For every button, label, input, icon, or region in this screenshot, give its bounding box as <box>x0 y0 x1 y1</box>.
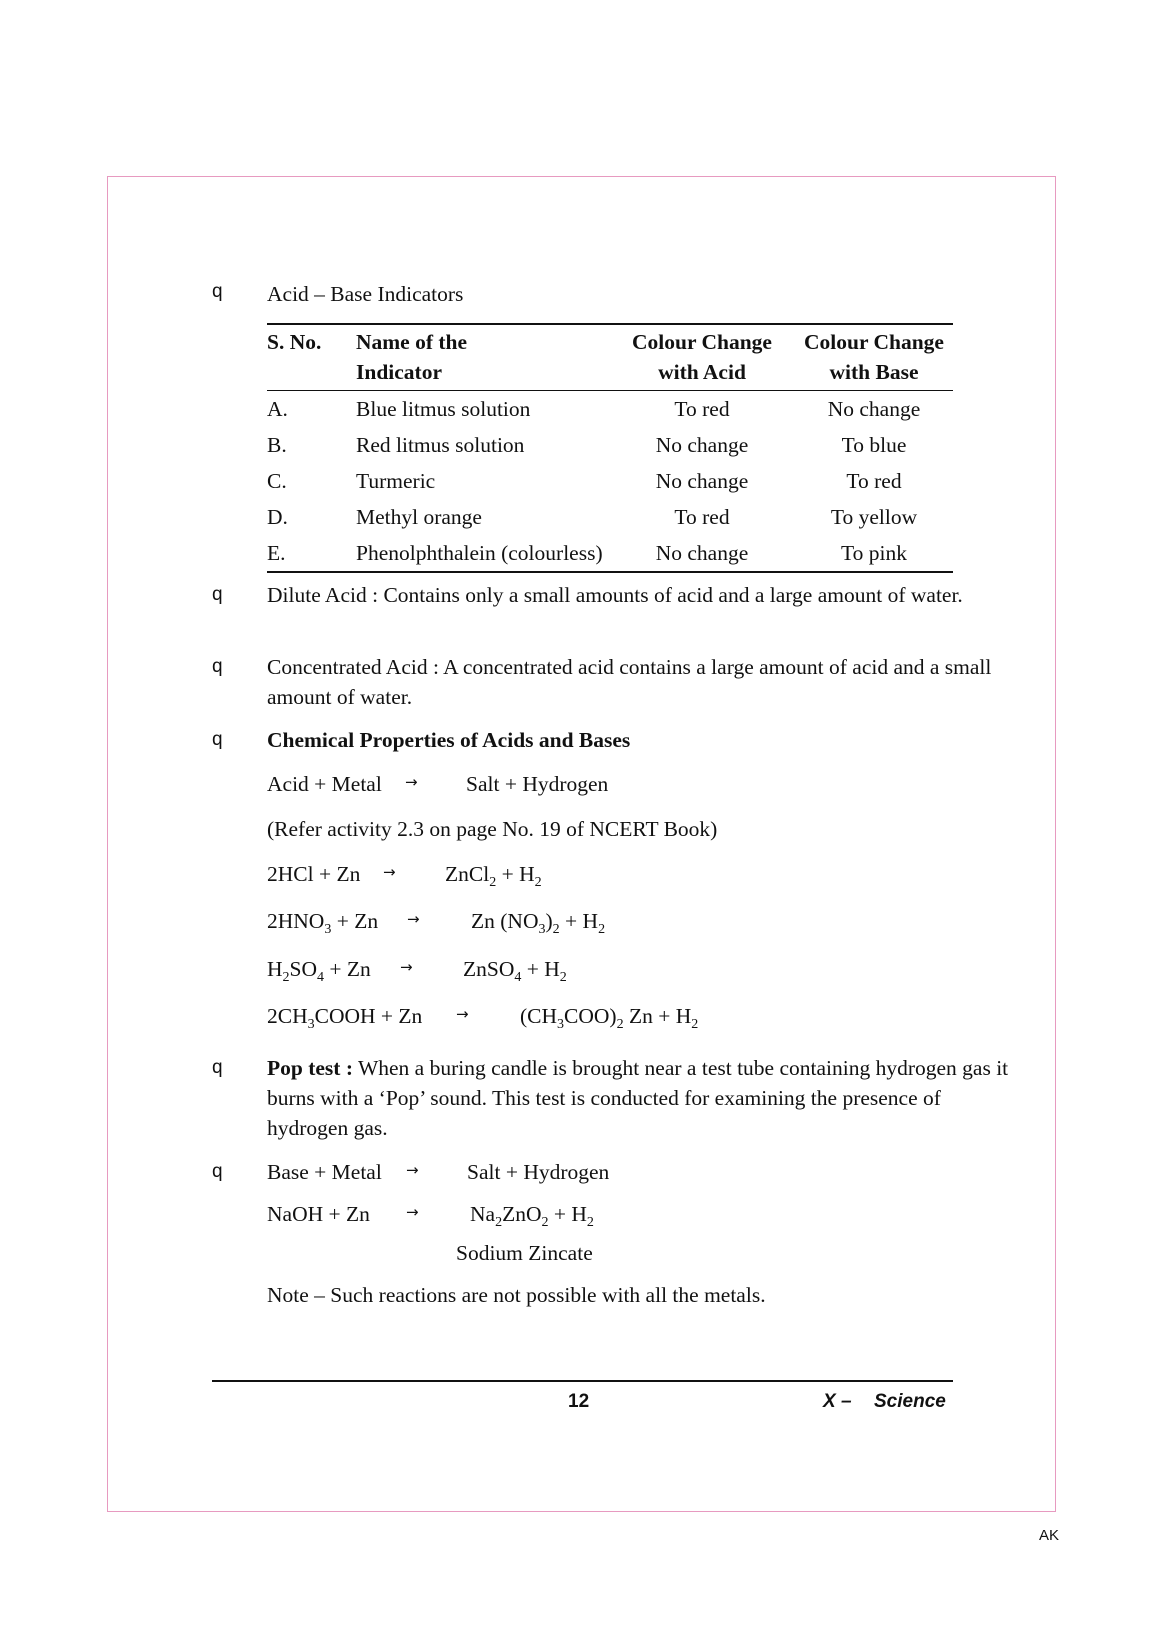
table-cell: To red <box>674 505 730 529</box>
formula-part: Na <box>470 1202 496 1226</box>
subject-name: Science <box>874 1391 946 1412</box>
table-cell: Phenolphthalein (colourless) <box>356 541 603 565</box>
table-cell: To red <box>674 397 730 421</box>
formula-part: + Zn <box>324 957 371 981</box>
pop-test-text: When a buring candle is brought near a test tube containing hydrogen gas it burns with a ‘Pop’ sound. This test is conducted for examining the presence of hydrogen gas. <box>267 1056 1009 1140</box>
bullet-marker: q <box>212 1057 223 1078</box>
formula-part: 2HNO <box>267 909 325 933</box>
table-row: C. <box>267 469 287 493</box>
table-cell: Turmeric <box>356 469 436 493</box>
arrow-icon: → <box>400 958 413 976</box>
subscript: 4 <box>514 970 522 985</box>
arrow-icon: → <box>456 1005 469 1023</box>
subscript: 4 <box>317 970 325 985</box>
equation-hno3-lhs <box>267 906 378 936</box>
header-acid-line1: Colour Change <box>632 330 772 354</box>
section-title-indicators: Acid – Base Indicators <box>267 282 464 306</box>
formula-part: + H <box>548 1202 587 1226</box>
equation-naoh-rhs <box>470 1199 594 1229</box>
equation-naoh-lhs: NaOH + Zn <box>267 1202 370 1226</box>
table-cell: To red <box>846 469 902 493</box>
subject-prefix: X – <box>823 1391 852 1412</box>
table-row: B. <box>267 433 287 457</box>
table-bottom-rule <box>267 571 953 573</box>
formula-part: + Zn <box>331 909 379 933</box>
formula-part: + H <box>496 862 535 886</box>
table-row: A. <box>267 397 288 421</box>
subscript: 2 <box>495 1215 503 1230</box>
subscript: 2 <box>541 1215 549 1230</box>
formula-part: SO <box>289 957 318 981</box>
subscript: 2 <box>489 875 497 890</box>
table-cell: To yellow <box>830 505 918 529</box>
equation-ch3cooh-rhs <box>520 1001 698 1031</box>
page-number: 12 <box>568 1391 590 1412</box>
subscript: 2 <box>552 922 560 937</box>
arrow-icon: → <box>405 773 418 791</box>
subscript: 2 <box>598 922 606 937</box>
concentrated-acid-paragraph: Concentrated Acid : A concentrated acid contains a large amount of acid and a small amount of water. <box>267 655 992 709</box>
header-sno: S. No. <box>267 330 322 354</box>
bullet-marker: q <box>212 1161 223 1182</box>
table-row: D. <box>267 505 288 529</box>
pop-test-paragraph <box>267 1053 1012 1143</box>
subscript: 3 <box>307 1017 315 1032</box>
table-cell: No change <box>655 469 749 493</box>
table-cell: No change <box>655 433 749 457</box>
subscript: 3 <box>538 922 546 937</box>
bullet-marker: q <box>212 729 223 750</box>
table-cell: No change <box>655 541 749 565</box>
equation-acid-metal <box>267 769 382 799</box>
formula-part: ZnCl <box>445 862 490 886</box>
subscript: 2 <box>282 970 290 985</box>
subscript: 2 <box>559 970 567 985</box>
header-base-line1: Colour Change <box>804 330 944 354</box>
header-name-line1: Name of the <box>356 330 468 354</box>
table-top-rule <box>267 323 953 325</box>
subscript: 2 <box>691 1017 699 1032</box>
subscript: 3 <box>557 1017 565 1032</box>
formula-part: + H <box>521 957 560 981</box>
pop-test-label: Pop test : <box>267 1056 353 1080</box>
table-cell: Red litmus solution <box>356 433 525 457</box>
bullet-marker: q <box>212 584 223 605</box>
bullet-marker: q <box>212 656 223 677</box>
note-text: Note – Such reactions are not possible with all the metals. <box>267 1283 766 1307</box>
equation-rhs: Salt + Hydrogen <box>466 772 609 796</box>
header-acid-line2: with Acid <box>658 360 746 384</box>
formula-part: Zn + H <box>623 1004 692 1028</box>
table-header-rule <box>267 390 953 391</box>
equation-base-metal-rhs: Salt + Hydrogen <box>467 1160 610 1184</box>
equation-base-metal-lhs: Base + Metal <box>267 1160 382 1184</box>
header-base-line2: with Base <box>829 360 919 384</box>
equation-lhs: Acid + Metal <box>267 772 382 796</box>
chem-props-heading: Chemical Properties of Acids and Bases <box>267 728 631 752</box>
bullet-marker: q <box>212 281 223 302</box>
formula-part: Zn (NO <box>471 909 539 933</box>
equation-h2so4-rhs <box>463 954 567 984</box>
formula-part: ZnO <box>502 1202 542 1226</box>
arrow-icon: → <box>383 863 396 881</box>
subscript: 2 <box>586 1215 594 1230</box>
formula-part: + H <box>559 909 599 933</box>
formula-part: H <box>267 957 283 981</box>
subscript: 2 <box>534 875 542 890</box>
subscript: 3 <box>324 922 332 937</box>
corner-mark: AK <box>1039 1527 1060 1544</box>
table-cell: To blue <box>841 433 907 457</box>
equation-ch3cooh-lhs <box>267 1001 422 1031</box>
formula-part: COOH + Zn <box>314 1004 423 1028</box>
arrow-icon: → <box>407 910 420 928</box>
header-name-line2: Indicator <box>356 360 442 384</box>
formula-part: 2CH <box>267 1004 308 1028</box>
refer-note: (Refer activity 2.3 on page No. 19 of NCERT Book) <box>267 817 718 841</box>
equation-hcl-rhs <box>445 859 542 889</box>
arrow-icon: → <box>406 1203 419 1221</box>
formula-part: COO) <box>564 1004 617 1028</box>
subscript: 2 <box>616 1017 624 1032</box>
formula-part: ZnSO <box>463 957 515 981</box>
equation-hcl-lhs: 2HCl + Zn <box>267 862 361 886</box>
formula-part: ) <box>545 909 553 933</box>
table-cell: Methyl orange <box>356 505 482 529</box>
table-row: E. <box>267 541 286 565</box>
sodium-zincate-label: Sodium Zincate <box>456 1241 593 1265</box>
arrow-icon: → <box>406 1161 419 1179</box>
equation-h2so4-lhs <box>267 954 371 984</box>
table-cell: To pink <box>841 541 907 565</box>
table-cell: Blue litmus solution <box>356 397 531 421</box>
equation-hno3-rhs <box>471 906 605 936</box>
table-cell: No change <box>827 397 921 421</box>
formula-part: (CH <box>520 1004 558 1028</box>
footer-rule <box>212 1380 953 1382</box>
dilute-acid-paragraph: Dilute Acid : Contains only a small amounts of acid and a large amount of water. <box>267 583 963 607</box>
